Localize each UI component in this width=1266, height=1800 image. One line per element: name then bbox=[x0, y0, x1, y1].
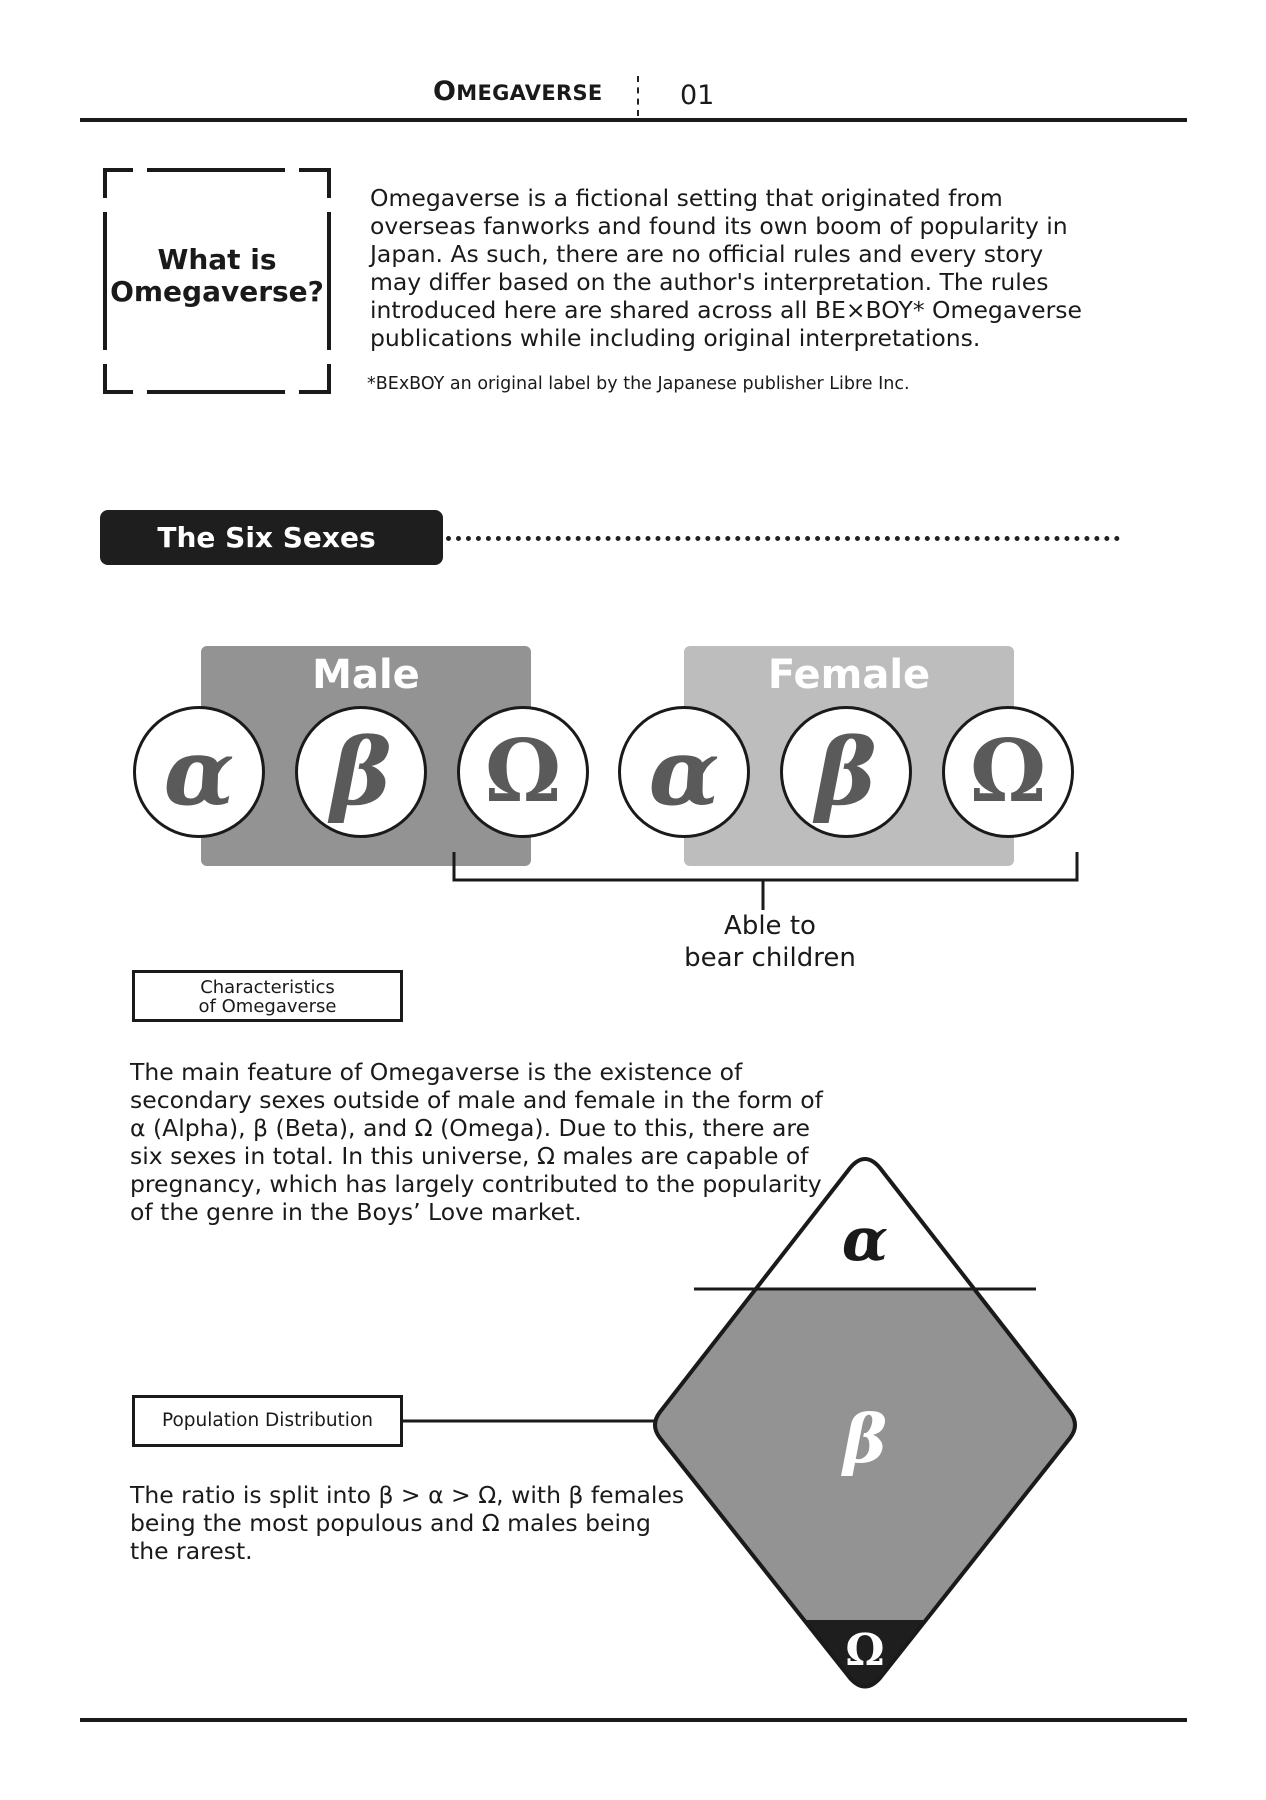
population-paragraph: The ratio is split into β > α > Ω, with β females being the most populous and Ω males being the rarest. bbox=[130, 1481, 685, 1565]
diamond-omega-symbol: Ω bbox=[845, 1625, 885, 1676]
section-title: The Six Sexes bbox=[100, 510, 443, 565]
female-label: Female bbox=[767, 652, 931, 698]
diamond-beta-symbol: β bbox=[843, 1400, 887, 1478]
omega-symbol: Ω bbox=[484, 721, 562, 822]
header-title-rest: MEGAVERSE bbox=[456, 81, 603, 105]
page-number: 01 bbox=[680, 80, 715, 111]
characteristics-label-line1: Characteristics bbox=[200, 977, 335, 998]
alpha-symbol: α bbox=[648, 718, 720, 826]
alpha-symbol: α bbox=[163, 718, 235, 826]
beta-symbol: β bbox=[815, 718, 877, 826]
bracket-line bbox=[454, 852, 1077, 880]
characteristics-label bbox=[132, 970, 403, 1022]
characteristics-paragraph: The main feature of Omegaverse is the existence of secondary sexes outside of male and female in the form of α (Alpha), β (Beta), and Ω (Omega). Due to this, there are six sexes in total. In this universe, Ω males are capable of pregnancy, which has largely contributed to the popularity of the genre in the Boys’ Love market. bbox=[130, 1058, 823, 1226]
diamond-alpha-symbol: α bbox=[841, 1205, 889, 1275]
header-title-initial: O bbox=[433, 76, 457, 107]
what-is-title-line2: Omegaverse? bbox=[110, 275, 324, 308]
characteristics-label-line2: of Omegaverse bbox=[198, 996, 337, 1017]
beta-symbol: β bbox=[330, 718, 392, 826]
bracket-label-line2: bear children bbox=[684, 943, 856, 973]
intro-paragraph: Omegaverse is a fictional setting that originated from overseas fanworks and found its own boom of popularity in Japan. As such, there are no official rules and every story may differ based on the author's interpretation. The rules introduced here are shared across all BE×BOY* Omegaverse publications while including original interpretations. bbox=[370, 184, 1082, 352]
bottom-rule bbox=[80, 1718, 1187, 1722]
population-label: Population Distribution bbox=[132, 1395, 403, 1447]
bracket-label-line1: Able to bbox=[724, 911, 816, 941]
bracket-label bbox=[660, 910, 880, 974]
intro-footnote: *BExBOY an original label by the Japanese publisher Libre Inc. bbox=[367, 374, 910, 394]
male-label: Male bbox=[312, 652, 420, 698]
omega-symbol: Ω bbox=[969, 721, 1047, 822]
population-diamond bbox=[650, 1150, 1080, 1695]
what-is-title-line1: What is bbox=[157, 243, 277, 276]
